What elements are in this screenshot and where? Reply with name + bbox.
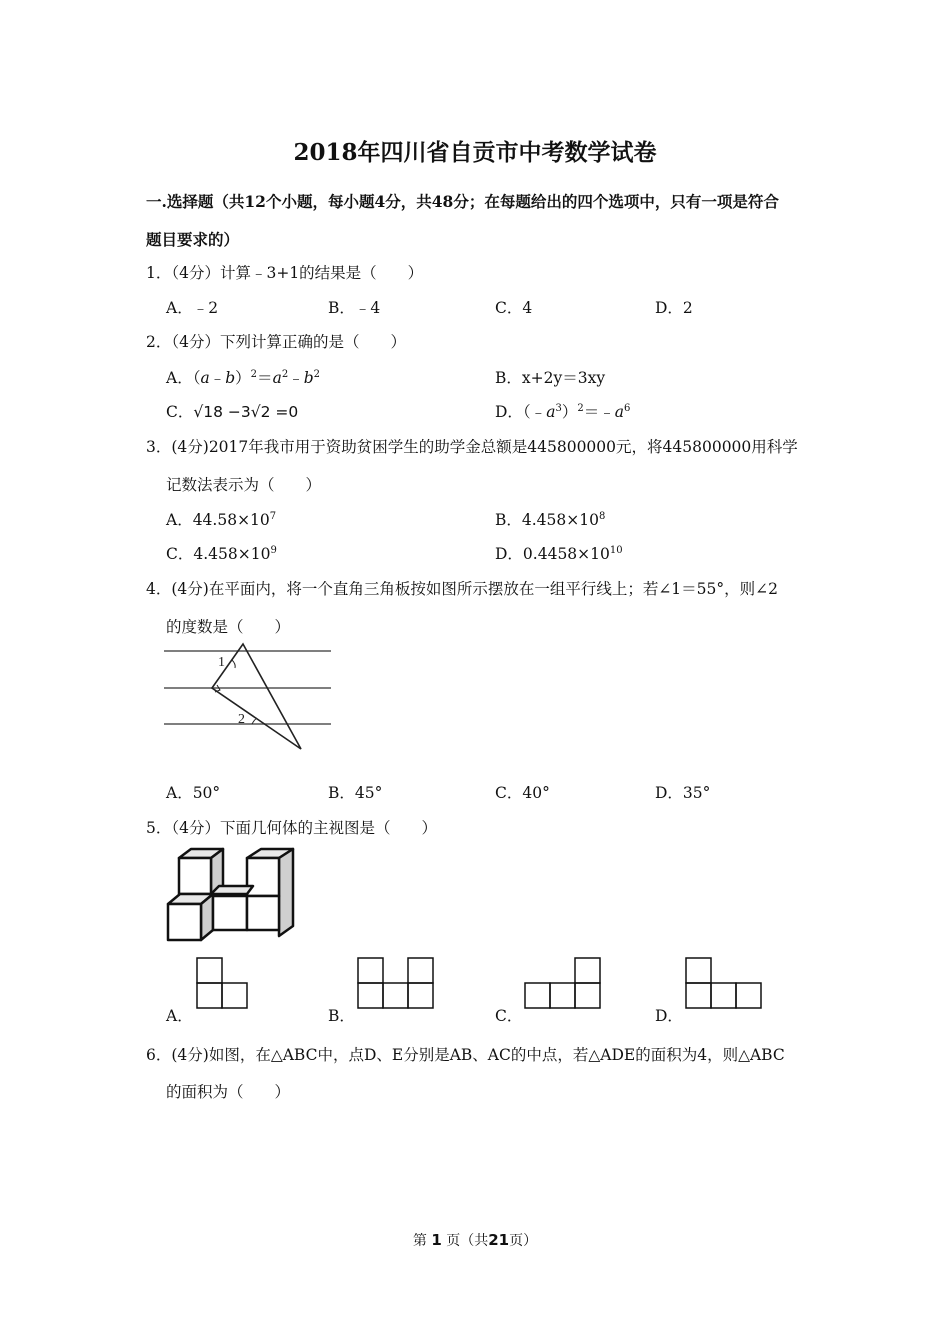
q5-option-c: C．: [495, 1007, 523, 1025]
q3-option-d: D．$0.4458\times 10^{10}$: [495, 545, 623, 563]
question-1-stem: 1．（4分）计算﹣3+1的结果是（ ）: [146, 264, 424, 282]
q4-option-b: B．45°: [328, 784, 383, 802]
q5-option-b: B．: [328, 1007, 355, 1025]
q4-option-a: A．50°: [166, 784, 221, 802]
question-4-stem: 4．(4分)在平面内，将一个直角三角板按如图所示摆放在一组平行线上；若∠1＝55°，则∠2: [146, 580, 778, 598]
section-heading-cont: 题目要求的）: [146, 230, 240, 249]
q5-option-a-figure: [196, 957, 248, 1009]
q3-option-b: B．$4.458\times 10^8$: [495, 511, 606, 529]
page-footer: 第 1 页（共21页）: [412, 1231, 538, 1249]
q1-option-b: B．﹣4: [328, 299, 381, 317]
q2-option-d: D．$(﹣a^3)^2=﹣a^6$: [495, 403, 631, 421]
angle-2-arc: [252, 718, 257, 724]
angle-1-arc: [232, 660, 235, 668]
question-3-stem: 3．(4分)2017年我市用于资助贫困学生的助学金总额是445800000元，将445800000用科学: [146, 438, 798, 456]
question-6-stem-cont: 的面积为（ ）: [166, 1083, 291, 1101]
question-5-stem: 5．（4分）下面几何体的主视图是（ ）: [146, 819, 437, 837]
q2-option-c-expression: √18 −3√2 =0: [193, 403, 299, 421]
page-number: 1: [431, 1231, 442, 1249]
q5-option-d: D．: [655, 1007, 683, 1025]
q2-option-b: B．x+2y＝3xy: [495, 369, 606, 387]
q5-option-d-figure: [685, 957, 762, 1009]
q1-option-c: C．4: [495, 299, 533, 317]
q5-solid-figure: [165, 846, 297, 942]
q5-option-a: A．: [166, 1007, 193, 1025]
question-3-stem-cont: 记数法表示为（ ）: [166, 476, 322, 494]
section-heading: 一.选择题（共12个小题，每小题4分，共48分；在每题给出的四个选项中，只有一项是符合: [146, 192, 779, 211]
q4-option-c: C．40°: [495, 784, 550, 802]
question-2-stem: 2．（4分）下列计算正确的是（ ）: [146, 333, 406, 351]
q1-option-d: D．2: [655, 299, 693, 317]
q1-option-a: A．﹣2: [166, 299, 219, 317]
q3-option-c: C．$4.458\times 10^9$: [166, 545, 277, 563]
q5-option-c-figure: [524, 957, 601, 1009]
q3-option-a: A．$44.58\times 10^7$: [166, 511, 277, 529]
question-6-stem: 6．(4分)如图，在△ABC中，点D、E分别是AB、AC的中点，若△ADE的面积为4，则△ABC: [146, 1046, 785, 1064]
page-total: 21: [488, 1231, 510, 1249]
q5-option-b-figure: [357, 957, 434, 1009]
right-triangle: [212, 644, 301, 749]
angle-label-2: 2: [238, 712, 245, 727]
q4-option-d: D．35°: [655, 784, 711, 802]
page-title: 2018年四川省自贡市中考数学试卷: [293, 139, 657, 166]
q2-option-c: C．√18 −3√2 =0: [166, 403, 299, 421]
angle-label-1: 1: [218, 655, 225, 670]
q2-option-a: A．$(a﹣b)^2=a^2﹣b^2$: [166, 369, 321, 387]
question-4-stem-cont: 的度数是（ ）: [166, 618, 291, 636]
q4-figure: [160, 640, 335, 755]
